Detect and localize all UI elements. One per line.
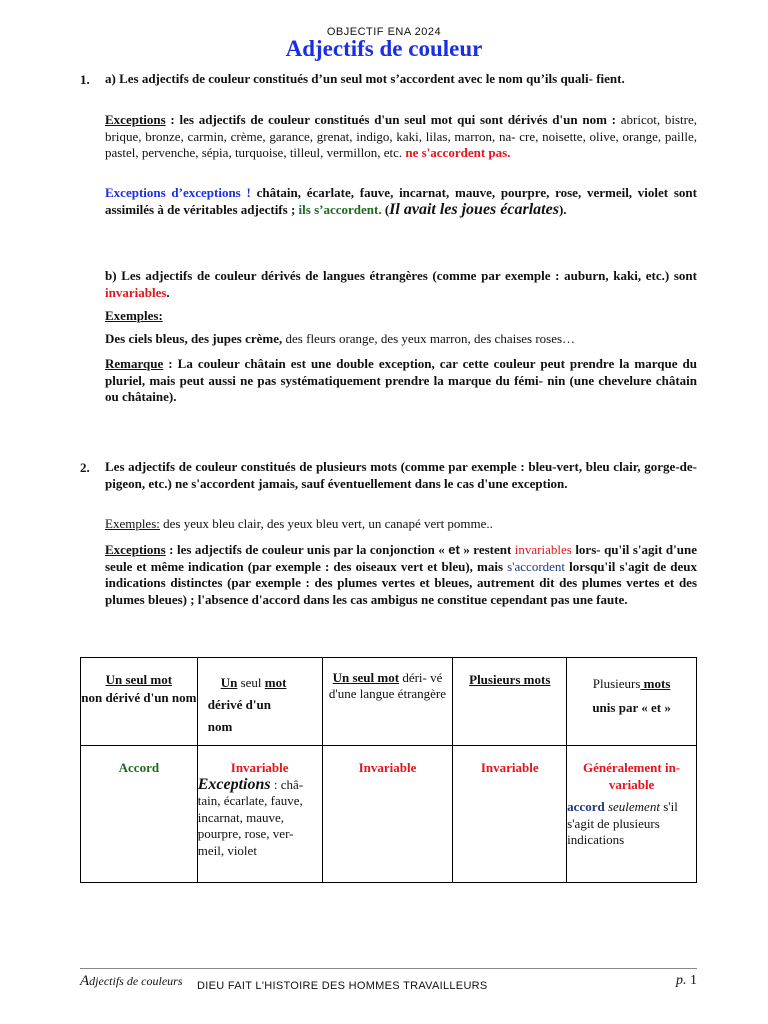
exceptions-text: lorsqu'il s'agit de deux indications distinctes (par exemple : des plumes vertes et bleues, autrement dit des plumes vertes et des plumes bleues) ; l'absence d'accord dans les cas ambigus ne constitue cependant pas une faute.	[105, 558, 697, 607]
paren-open: (	[381, 201, 390, 217]
exceptions-intro: : les adjectifs de couleur constitués d'un seul mot qui sont dérivés d'un nom :	[165, 112, 616, 127]
header-cell	[567, 658, 697, 746]
remark-label: Remarque	[105, 356, 164, 371]
header-plusieurs: Plusieurs	[592, 676, 641, 691]
section1-a-heading: a) Les adjectifs de couleur constitués d’un seul mot s’accordent avec le nom qu’ils quali- fient.	[105, 71, 625, 86]
section-number: 2.	[80, 460, 90, 475]
footer-motto: DIEU FAIT L'HISTOIRE DES HOMMES TRAVAILLEURS	[197, 980, 488, 992]
page-number	[672, 973, 697, 989]
page-prefix: p.	[676, 973, 687, 988]
table-header-row	[81, 658, 697, 746]
header-sub: déri- vé d'une langue étrangère	[328, 670, 447, 701]
value-rest: s'il s'agit de plusieurs indications	[567, 799, 678, 847]
value-cell	[567, 746, 697, 883]
value-cell: Invariable	[322, 746, 453, 883]
header-mots: mots	[640, 676, 671, 691]
header-sub: unis par « et »	[592, 700, 671, 715]
value-text: Invariable	[230, 760, 289, 775]
exc-exc-label: Exceptions d’exceptions !	[105, 185, 251, 200]
b-heading: b) Les adjectifs de couleur dérivés de langues étrangères (comme par exemple : auburn, kaki, etc.) sont	[105, 268, 697, 283]
document-header-label: OBJECTIF ENA 2024	[326, 26, 442, 38]
header-seul: seul	[237, 675, 265, 690]
page-title: Adjectifs de couleur	[285, 36, 483, 61]
header-main: Un seul mot	[332, 670, 400, 685]
invariables-word: invariables	[514, 542, 572, 557]
value-cell: Accord	[81, 746, 198, 883]
header-cell	[197, 658, 322, 746]
exc-exc-example: Il avait les joues écarlates	[389, 200, 559, 218]
paren-close: ).	[558, 201, 567, 217]
saccordent-word: s'accordent	[507, 558, 566, 574]
exc-label: Exceptions	[197, 775, 271, 793]
exceptions-label: Exceptions	[105, 112, 166, 127]
header-sub: non dérivé d'un nom	[81, 690, 197, 705]
header-cell	[81, 658, 198, 746]
value-text: Généralement in- variable	[583, 760, 681, 792]
section1-b-paragraph	[105, 268, 697, 301]
b-end: .	[166, 284, 170, 300]
footer-document-title	[80, 973, 182, 990]
examples-text: des yeux bleu clair, des yeux bleu vert, un canapé vert pomme..	[159, 516, 493, 531]
section2-examples	[105, 516, 697, 533]
remark-text: : La couleur châtain est une double exception, car cette couleur peut prendre la marque du pluriel, mais peut aussi ne pas systématiquement prendre la marque du fémi- nin (une chevelure châtain ou châtaine).	[105, 356, 697, 404]
header-cell	[322, 658, 453, 746]
exceptions-label: Exceptions	[105, 542, 166, 557]
exc-text: : châ- tain, écarlate, fauve, incarnat, mauve, pourpre, rose, ver- meil, violet	[197, 776, 304, 858]
section1-exceptions-of-exceptions	[105, 185, 697, 218]
footer-cap: A	[80, 973, 90, 989]
section2-exceptions	[105, 542, 697, 608]
value-cell: Invariable	[453, 746, 567, 883]
header-mot: mot	[264, 675, 287, 690]
exceptions-color-list: abricot, bistre, brique, bronze, carmin, crème, garance, grenat, indigo, kaki, lilas, marron, na- cre, noisette, olive, orange, paille, pastel, pervenche, sépia, turquoise, tilleul, vermillon, etc.	[105, 112, 697, 160]
exceptions-text: » restent	[459, 542, 515, 557]
examples-bold: Des ciels bleus, des jupes crème,	[105, 331, 283, 346]
section-number: 1.	[80, 72, 90, 87]
conjunction-et: et	[448, 542, 460, 557]
section1-examples	[105, 331, 697, 348]
examples-rest: des fleurs orange, des yeux marron, des chaises roses…	[282, 331, 576, 346]
seulement-word: seulement	[604, 799, 660, 814]
exceptions-text: lors- qu'il s'agit d'une seule et même indication (par exemple : des oiseaux vert et bleu), mais	[105, 542, 697, 574]
header-un: Un	[220, 675, 238, 690]
section2-heading: Les adjectifs de couleur constitués de plusieurs mots (comme par exemple : bleu-vert, bleu clair, gorge-de-pigeon, etc.) ne s'accordent jamais, sauf éventuellement dans le cas d'une exception.	[105, 459, 697, 491]
header-main: Un seul mot	[105, 672, 173, 687]
exc-exc-colors: châtain, écarlate, fauve, incarnat, mauve, pourpre, rose, vermeil, violet sont assimilés à de véritables adjectifs ;	[105, 185, 697, 217]
header-sub: dérivé d'un nom	[207, 697, 271, 734]
footer-divider	[80, 968, 697, 969]
exceptions-conclusion: ne s'accordent pas.	[405, 145, 511, 160]
table-value-row	[81, 746, 697, 883]
value-cell	[197, 746, 322, 883]
page-num: 1	[686, 973, 697, 988]
footer-rest: djectifs de couleurs	[89, 974, 183, 988]
section1-remark	[105, 356, 697, 406]
header-cell	[453, 658, 567, 746]
summary-table	[80, 657, 697, 883]
examples-label: Exemples:	[105, 516, 160, 531]
exceptions-text: : les adjectifs de couleur unis par la conjonction «	[165, 542, 449, 557]
header-main: Plusieurs mots	[469, 672, 551, 687]
accord-word: accord	[567, 799, 605, 814]
b-invariable: invariables	[105, 284, 167, 300]
section1-exceptions-paragraph	[105, 112, 697, 162]
section1-examples-label: Exemples:	[105, 308, 163, 323]
exc-exc-agree: ils s’accordent.	[295, 201, 382, 217]
